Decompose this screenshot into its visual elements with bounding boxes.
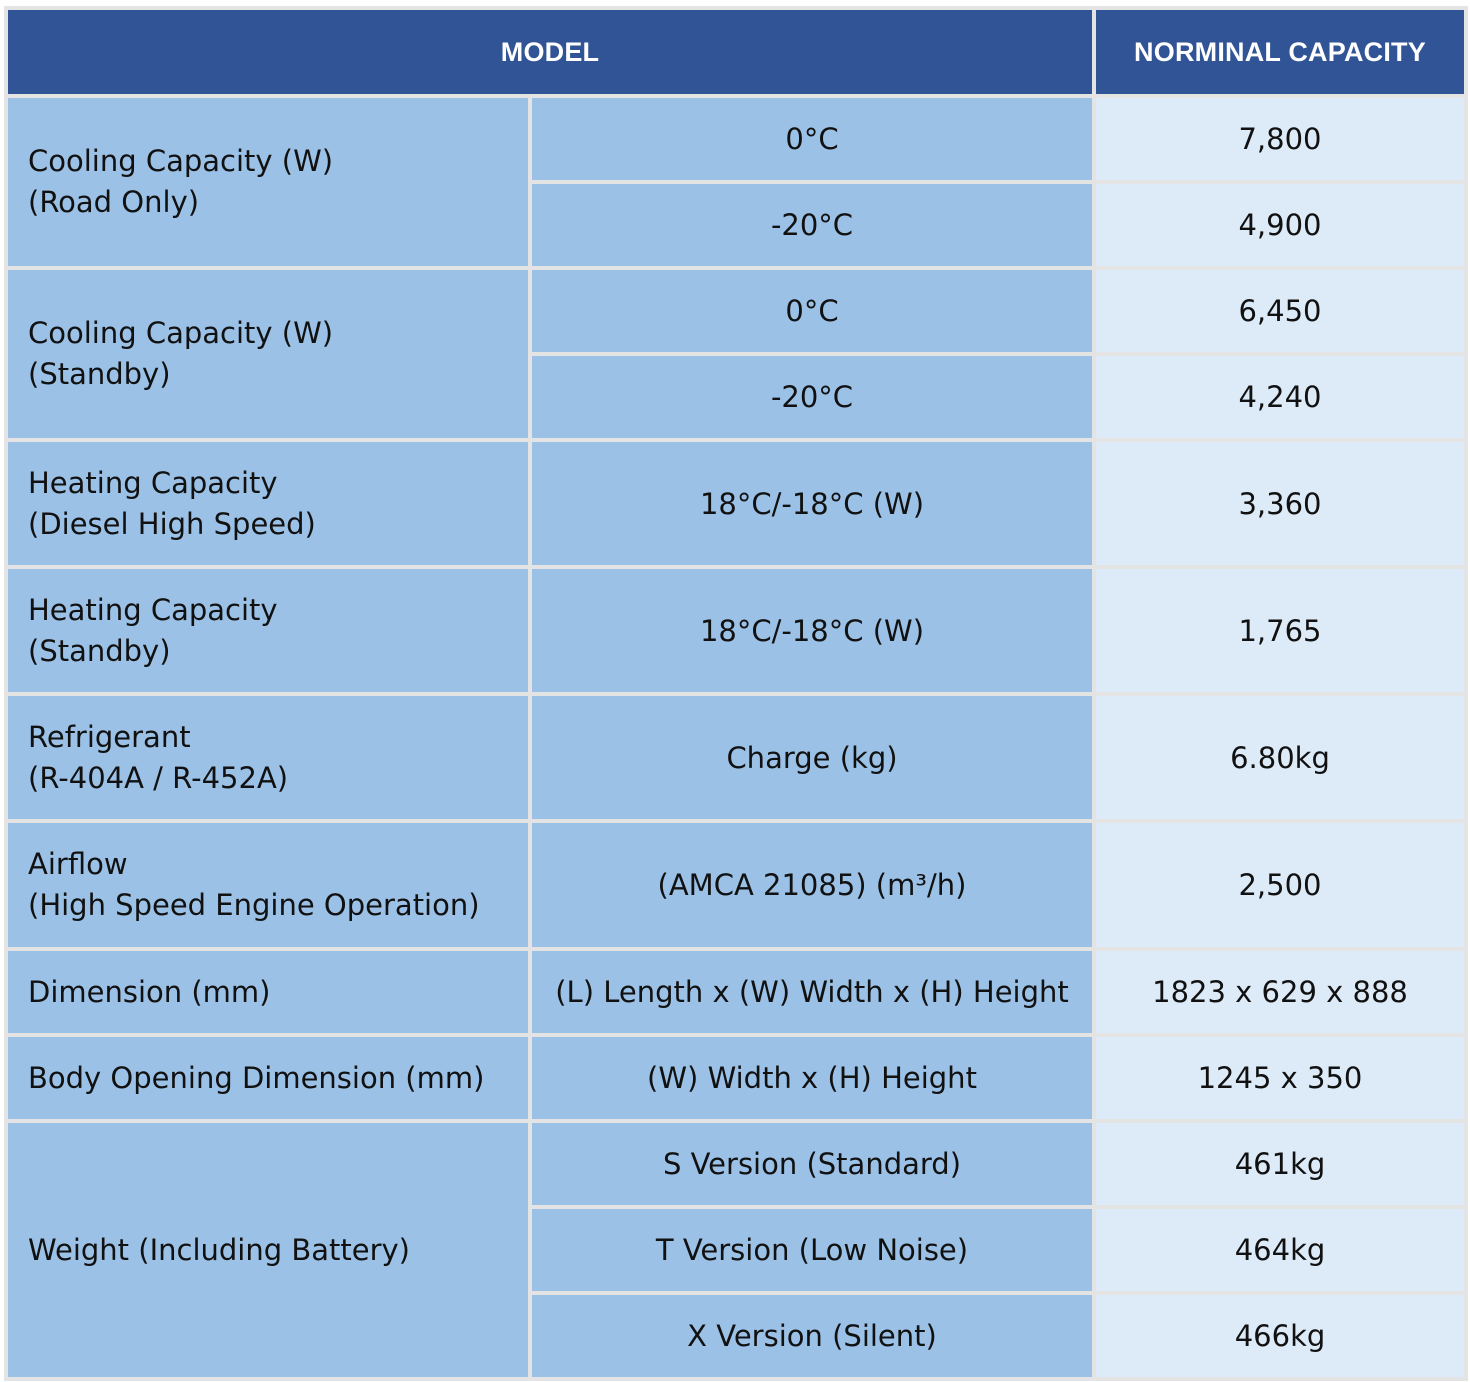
row-label-weight: Weight (Including Battery) <box>6 1121 530 1379</box>
table-row <box>6 821 1466 949</box>
value-cell: 6,450 <box>1094 268 1466 354</box>
condition-cell: (W) Width x (H) Height <box>530 1035 1094 1121</box>
table-row <box>6 694 1466 821</box>
condition-cell: 18°C/-18°C (W) <box>530 567 1094 694</box>
condition-cell: T Version (Low Noise) <box>530 1207 1094 1293</box>
value-cell: 1245 x 350 <box>1094 1035 1466 1121</box>
table-row <box>6 949 1466 1035</box>
row-label-cooling-standby: Cooling Capacity (W) (Standby) <box>6 268 530 440</box>
value-cell: 466kg <box>1094 1293 1466 1379</box>
table-row <box>6 268 1466 354</box>
row-label-airflow: Airflow (High Speed Engine Operation) <box>6 821 530 949</box>
value-cell: 3,360 <box>1094 440 1466 567</box>
condition-cell: 18°C/-18°C (W) <box>530 440 1094 567</box>
condition-cell: (AMCA 21085) (m³/h) <box>530 821 1094 949</box>
condition-cell: 0°C <box>530 268 1094 354</box>
model-header: MODEL <box>6 8 1094 96</box>
header-row <box>6 8 1466 96</box>
row-label-heating-standby: Heating Capacity (Standby) <box>6 567 530 694</box>
value-cell: 1823 x 629 x 888 <box>1094 949 1466 1035</box>
condition-cell: (L) Length x (W) Width x (H) Height <box>530 949 1094 1035</box>
condition-cell: Charge (kg) <box>530 694 1094 821</box>
row-label-body-opening: Body Opening Dimension (mm) <box>6 1035 530 1121</box>
table-row <box>6 1035 1466 1121</box>
value-cell: 4,900 <box>1094 182 1466 268</box>
spec-table <box>4 6 1468 1381</box>
value-cell: 1,765 <box>1094 567 1466 694</box>
value-cell: 4,240 <box>1094 354 1466 440</box>
condition-cell: -20°C <box>530 182 1094 268</box>
value-cell: 7,800 <box>1094 96 1466 182</box>
table-row <box>6 567 1466 694</box>
value-cell: 2,500 <box>1094 821 1466 949</box>
row-label-refrigerant: Refrigerant (R-404A / R-452A) <box>6 694 530 821</box>
condition-cell: X Version (Silent) <box>530 1293 1094 1379</box>
row-label-dimension: Dimension (mm) <box>6 949 530 1035</box>
value-cell: 461kg <box>1094 1121 1466 1207</box>
row-label-cooling-road: Cooling Capacity (W) (Road Only) <box>6 96 530 268</box>
table-row <box>6 1121 1466 1207</box>
table-row <box>6 440 1466 567</box>
value-cell: 6.80kg <box>1094 694 1466 821</box>
condition-cell: -20°C <box>530 354 1094 440</box>
condition-cell: S Version (Standard) <box>530 1121 1094 1207</box>
capacity-header: NORMINAL CAPACITY <box>1094 8 1466 96</box>
table-row <box>6 96 1466 182</box>
condition-cell: 0°C <box>530 96 1094 182</box>
row-label-heating-diesel: Heating Capacity (Diesel High Speed) <box>6 440 530 567</box>
value-cell: 464kg <box>1094 1207 1466 1293</box>
